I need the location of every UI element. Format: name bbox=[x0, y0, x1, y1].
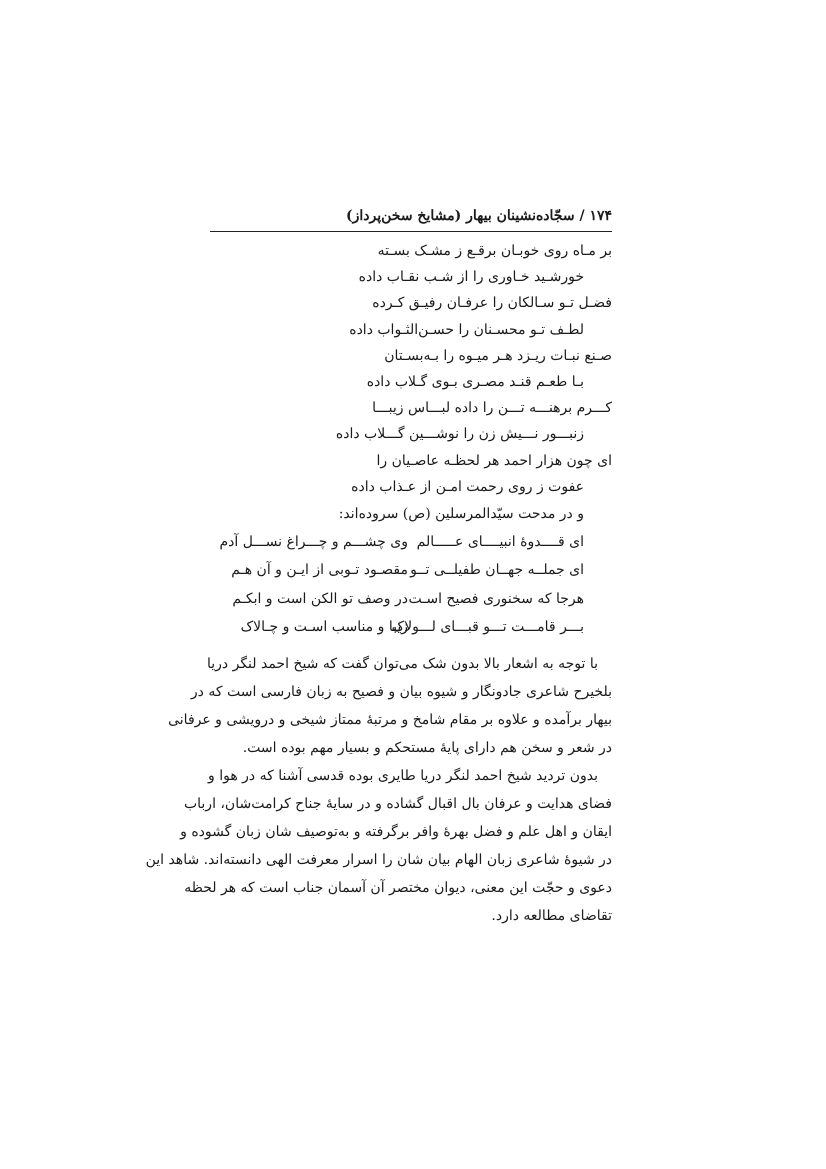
poem-line: فضـل تـو سـالکان را عرفـان رفیـق کـرده bbox=[372, 295, 612, 312]
couplet-row bbox=[210, 585, 612, 614]
hemistich: مقصـود تـوبی از ایـن و آن هـم bbox=[231, 562, 408, 579]
body-paragraph bbox=[168, 650, 612, 762]
poem-line: کـــرم برهنـــه تـــن را داده لبـــاس زیبـــا bbox=[372, 400, 612, 417]
running-head-text: ۱۷۴ / سجّاده‌نشینان بیهار (مشایخ سخن‌پرداز) bbox=[346, 208, 612, 224]
hemistich: ای قــــدوهٔ انبیــــای عـــــالم bbox=[416, 533, 584, 550]
body-paragraph bbox=[145, 762, 612, 930]
couplet-row bbox=[210, 528, 612, 557]
masnavi-poem bbox=[210, 528, 612, 642]
poem-line: بـا طعـم قنـد مصـری بـوی گـلاب داده bbox=[366, 373, 584, 390]
poem-line: ای چون هزار احمد هر لحظـه عاصـیان را bbox=[376, 452, 612, 469]
page-body bbox=[145, 238, 612, 930]
poem-line: خورشـید خـاوری را از شـب نقـاب داده bbox=[358, 269, 584, 286]
hemistich: وی چشـــم و چـــراغ نســـل آدم bbox=[219, 533, 408, 550]
running-header bbox=[210, 205, 612, 232]
poem-line: عفوت ز روی رحمت امـن از عـذاب داده bbox=[351, 478, 584, 495]
paragraph-line: در شیوهٔ شاعری زبان الهام بیان شان را اسرار معرفت الهی دانسته‌اند. شاهد این bbox=[145, 851, 612, 868]
poem-line: زنبـــور نـــیش زن را نوشـــین گـــلاب داده bbox=[335, 426, 584, 443]
paragraph-line: با توجه به اشعار بالا بدون شک می‌توان گفت که شیخ احمد لنگر دریا bbox=[206, 655, 598, 672]
poem-intro: و در مدحت سیّدالمرسلین (ص) سروده‌اند: bbox=[338, 505, 584, 522]
paragraph-line: ایقان و اهل علم و فضل بهرهٔ وافر برگرفته و به‌توصیف شان زبان گشوده و bbox=[180, 823, 612, 840]
couplet-row bbox=[210, 556, 612, 585]
poem-line: صـنع نبـات ریـزد هـر میـوه را بـه‌بسـتان bbox=[384, 347, 612, 364]
paragraph-line: فضای هدایت و عرفان بال اقبال گشاده و در سایهٔ جناح کرامت‌شان، ارباب bbox=[183, 795, 612, 812]
paragraph-line: بلخیرح شاعری جادونگار و شیوه بیان و فصیح به زبان فارسی است که در bbox=[190, 683, 612, 700]
paragraph-line: دعوی و حجّت این معنی، دیوان مختصر آن آسمان جناب است که هر لحظه bbox=[184, 879, 612, 896]
paragraph-line: بدون تردید شیخ احمد لنگر دریا طایری بوده قدسی آشنا که در هوا و bbox=[208, 767, 598, 784]
poem-line: لطـف تـو محسـنان را حسـن‌الثـواب داده bbox=[349, 321, 584, 338]
paragraph-line: بیهار برآمده و علاوه بر مقام شامخ و مرتبهٔ ممتاز شیخی و درویشی و عرفانی bbox=[168, 711, 612, 728]
hemistich: زیبا و مناسب اسـت و چـالاک bbox=[240, 619, 408, 636]
hemistich: بـــر قامـــت تـــو قبـــای لـــولاک bbox=[391, 619, 584, 636]
couplet-row bbox=[210, 613, 612, 642]
paragraph-line: تقاضای مطالعه دارد. bbox=[491, 907, 612, 924]
hemistich: در وصف تو الکن است و ابکـم bbox=[232, 590, 408, 607]
ghazal-poem bbox=[210, 238, 612, 500]
poem-line: بر مـاه روی خوبـان برقـع ز مشـک بسـته bbox=[377, 243, 612, 259]
paragraph-line: در شعر و سخن هم دارای پایهٔ مستحکم و بسیار مهم بوده است. bbox=[242, 739, 612, 756]
hemistich: ای جملــه جهــان طفیلــی تــو bbox=[410, 562, 584, 579]
hemistich: هرجا که سخنوری فصیح اسـت bbox=[408, 590, 584, 607]
